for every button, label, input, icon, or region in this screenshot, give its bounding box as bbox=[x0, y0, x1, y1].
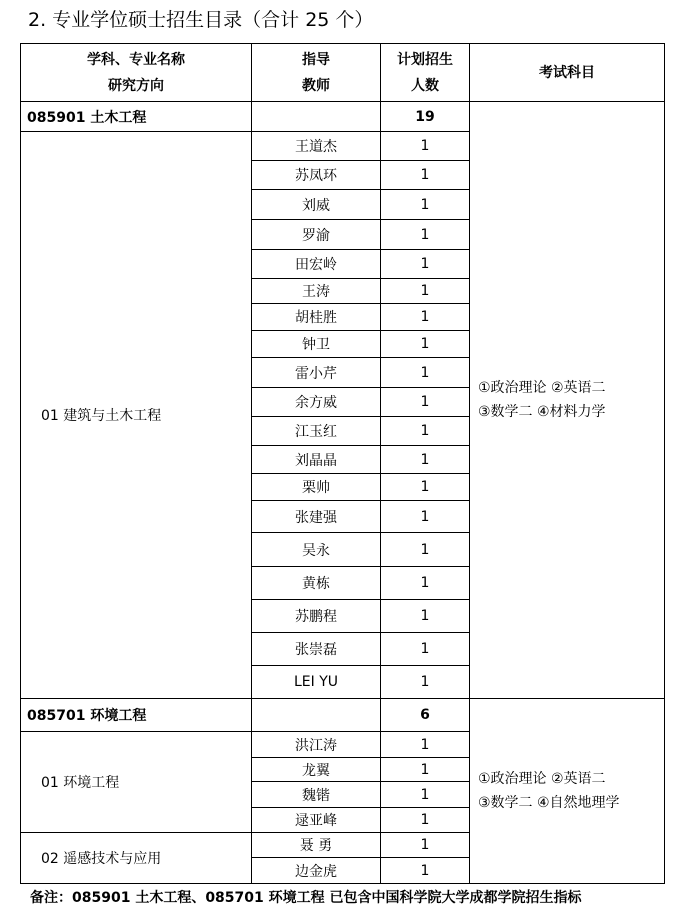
header-major-direction bbox=[21, 44, 252, 102]
teacher-name: 王涛 bbox=[252, 279, 381, 304]
teacher-quota: 1 bbox=[381, 666, 470, 699]
exam-subjects bbox=[470, 699, 665, 884]
header-direction-label: 研究方向 bbox=[108, 77, 164, 94]
teacher-quota: 1 bbox=[381, 417, 470, 446]
footnote: 备注：085901 土木工程、085701 环境工程 已包含中国科学院大学成都学院招生指标 bbox=[30, 890, 582, 906]
teacher-name: 龙翼 bbox=[252, 758, 381, 782]
teacher-name: 钟卫 bbox=[252, 331, 381, 358]
teacher-quota: 1 bbox=[381, 758, 470, 782]
research-direction: 02 遥感技术与应用 bbox=[21, 833, 252, 884]
teacher-name: 江玉红 bbox=[252, 417, 381, 446]
teacher-name: 张崇磊 bbox=[252, 633, 381, 666]
teacher-quota: 1 bbox=[381, 782, 470, 808]
teacher-quota: 1 bbox=[381, 833, 470, 858]
teacher-quota: 1 bbox=[381, 474, 470, 501]
exam-subjects-line1: ①政治理论 ②英语二 bbox=[478, 380, 606, 396]
header-exam-subjects: 考试科目 bbox=[470, 44, 665, 102]
teacher-name: 洪江涛 bbox=[252, 732, 381, 758]
enrollment-table bbox=[20, 43, 665, 884]
teacher-name: 逯亚峰 bbox=[252, 808, 381, 833]
header-major-label: 学科、专业名称 bbox=[87, 51, 185, 68]
header-teacher-line1: 指导 bbox=[302, 51, 330, 68]
teacher-name: 胡桂胜 bbox=[252, 304, 381, 331]
teacher-quota: 1 bbox=[381, 567, 470, 600]
teacher-name: 黄栋 bbox=[252, 567, 381, 600]
teacher-name: 雷小芹 bbox=[252, 358, 381, 388]
teacher-name: 王道杰 bbox=[252, 132, 381, 161]
teacher-quota: 1 bbox=[381, 633, 470, 666]
teacher-name: 苏鹏程 bbox=[252, 600, 381, 633]
teacher-quota: 1 bbox=[381, 501, 470, 533]
teacher-name: 刘威 bbox=[252, 190, 381, 220]
teacher-name: 张建强 bbox=[252, 501, 381, 533]
header-teacher-line2: 教师 bbox=[302, 77, 330, 94]
major-teacher-empty bbox=[252, 699, 381, 732]
header-teacher bbox=[252, 44, 381, 102]
exam-subjects-line2: ③数学二 ④自然地理学 bbox=[478, 795, 620, 811]
teacher-quota: 1 bbox=[381, 220, 470, 250]
teacher-name: 聂 勇 bbox=[252, 833, 381, 858]
major-name: 085901 土木工程 bbox=[21, 102, 252, 132]
teacher-quota: 1 bbox=[381, 132, 470, 161]
header-quota bbox=[381, 44, 470, 102]
teacher-name: 田宏岭 bbox=[252, 250, 381, 279]
research-direction: 01 环境工程 bbox=[21, 732, 252, 833]
exam-subjects-line2: ③数学二 ④材料力学 bbox=[478, 404, 606, 420]
teacher-quota: 1 bbox=[381, 858, 470, 884]
major-row bbox=[21, 699, 665, 732]
table-header-row bbox=[21, 44, 665, 102]
teacher-name: 吴永 bbox=[252, 533, 381, 567]
teacher-quota: 1 bbox=[381, 190, 470, 220]
teacher-quota: 1 bbox=[381, 732, 470, 758]
teacher-quota: 1 bbox=[381, 304, 470, 331]
teacher-quota: 1 bbox=[381, 388, 470, 417]
teacher-name: 苏凤环 bbox=[252, 161, 381, 190]
exam-subjects-line1: ①政治理论 ②英语二 bbox=[478, 771, 606, 787]
major-total-quota: 6 bbox=[381, 699, 470, 732]
teacher-quota: 1 bbox=[381, 600, 470, 633]
teacher-name: 罗渝 bbox=[252, 220, 381, 250]
teacher-quota: 1 bbox=[381, 161, 470, 190]
major-total-quota: 19 bbox=[381, 102, 470, 132]
teacher-name: LEI YU bbox=[252, 666, 381, 699]
teacher-name: 刘晶晶 bbox=[252, 446, 381, 474]
teacher-name: 魏锴 bbox=[252, 782, 381, 808]
teacher-name: 边金虎 bbox=[252, 858, 381, 884]
major-teacher-empty bbox=[252, 102, 381, 132]
teacher-quota: 1 bbox=[381, 250, 470, 279]
header-quota-line1: 计划招生 bbox=[397, 51, 453, 68]
teacher-name: 栗帅 bbox=[252, 474, 381, 501]
major-row bbox=[21, 102, 665, 132]
teacher-quota: 1 bbox=[381, 279, 470, 304]
teacher-quota: 1 bbox=[381, 808, 470, 833]
teacher-name: 余方威 bbox=[252, 388, 381, 417]
teacher-quota: 1 bbox=[381, 358, 470, 388]
exam-subjects bbox=[470, 102, 665, 699]
major-name: 085701 环境工程 bbox=[21, 699, 252, 732]
teacher-quota: 1 bbox=[381, 331, 470, 358]
header-quota-line2: 人数 bbox=[411, 77, 439, 94]
research-direction: 01 建筑与土木工程 bbox=[21, 132, 252, 699]
teacher-quota: 1 bbox=[381, 533, 470, 567]
teacher-quota: 1 bbox=[381, 446, 470, 474]
page-title: 2. 专业学位硕士招生目录（合计 25 个） bbox=[28, 9, 374, 31]
